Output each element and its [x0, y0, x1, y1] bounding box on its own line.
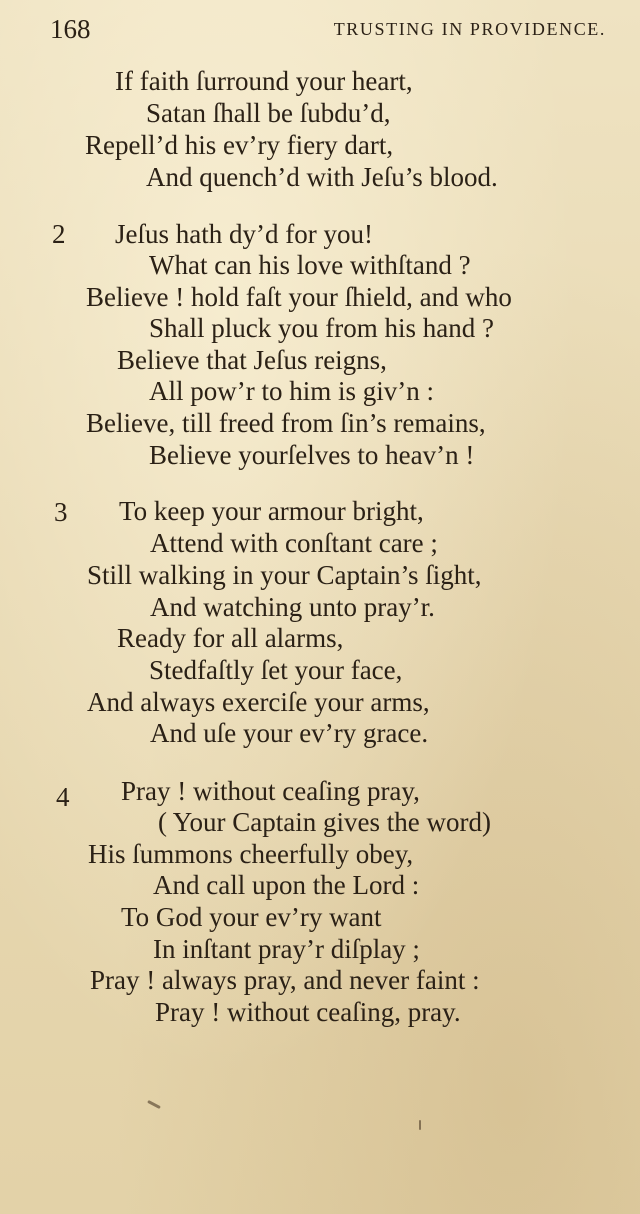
- stanza-4-line-3: His ſummons cheerfully obey,: [88, 839, 414, 869]
- stanza-2-line-4: Shall pluck you from his hand ?: [149, 313, 494, 343]
- stanza-2-line-2: What can his love withſtand ?: [149, 250, 471, 280]
- stanza-3-line-5: Ready for all alarms,: [117, 623, 344, 653]
- stanza-3-line-1: To keep your armour bright,: [119, 496, 424, 526]
- ink-tick-mark: [419, 1120, 421, 1130]
- stanza-1-line-3: Repell’d his ev’ry fiery dart,: [85, 130, 394, 160]
- page-number: 168: [50, 14, 91, 44]
- stanza-2-number: 2: [52, 219, 66, 249]
- stanza-3-line-4: And watching unto pray’r.: [150, 592, 435, 622]
- stanza-3-line-3: Still walking in your Captain’s ſight,: [87, 560, 482, 590]
- stanza-4-line-7: Pray ! always pray, and never faint :: [90, 965, 480, 995]
- stanza-3-line-2: Attend with conſtant care ;: [150, 528, 438, 558]
- stanza-4-line-8: Pray ! without ceaſing, pray.: [155, 997, 461, 1027]
- stanza-2-line-6: All pow’r to him is giv’n :: [149, 376, 434, 406]
- stanza-1-line-2: Satan ſhall be ſubdu’d,: [146, 98, 391, 128]
- stanza-3-line-7: And always exerciſe your arms,: [87, 687, 430, 717]
- stanza-2-line-7: Believe, till freed from ſin’s remains,: [86, 408, 486, 438]
- stanza-3-number: 3: [54, 497, 68, 527]
- stanza-4-line-4: And call upon the Lord :: [153, 870, 420, 900]
- stanza-4-line-5: To God your ev’ry want: [121, 902, 382, 932]
- stanza-3-line-6: Stedfaſtly ſet your face,: [149, 655, 403, 685]
- stanza-4-line-1: Pray ! without ceaſing pray,: [121, 776, 420, 806]
- stanza-1-line-1: If faith ſurround your heart,: [115, 66, 413, 96]
- stanza-4-number: 4: [56, 782, 70, 812]
- stanza-2-line-8: Believe yourſelves to heav’n !: [149, 440, 475, 470]
- stanza-3-line-8: And uſe your ev’ry grace.: [150, 718, 429, 748]
- stanza-2-line-3: Believe ! hold faſt your ſhield, and who: [86, 282, 512, 312]
- stanza-4-line-6: In inſtant pray’r diſplay ;: [153, 934, 420, 964]
- stanza-2-line-5: Believe that Jeſus reigns,: [117, 345, 387, 375]
- stanza-4-line-2: ( Your Captain gives the word): [158, 807, 491, 837]
- stanza-2-line-1: Jeſus hath dy’d for you!: [115, 219, 373, 249]
- running-head: TRUSTING IN PROVIDENCE.: [333, 19, 606, 39]
- stanza-1-line-4: And quench’d with Jeſu’s blood.: [146, 162, 498, 192]
